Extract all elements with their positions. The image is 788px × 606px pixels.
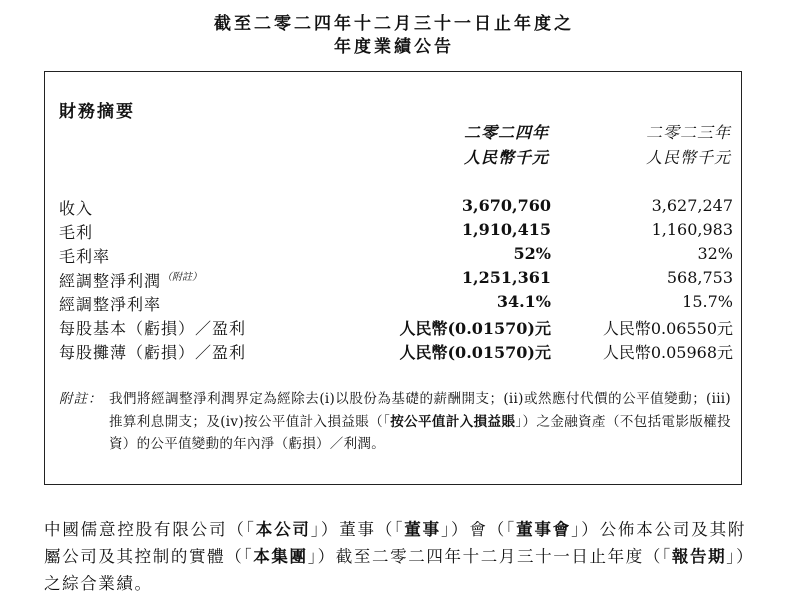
financial-summary-box [44,71,742,485]
value-2024: 3,670,760 [461,196,551,215]
para-text: 」）截至二零二四年十二月三十一日止年度（「 [307,547,672,566]
value-2023: 3,627,247 [651,196,733,215]
value-2024: 1,251,361 [461,268,551,287]
footnote-text-b: 」）之金融資產（不包括電影版權投資）的公平值變動的年內淨（虧損）／利潤。 [109,413,731,452]
defined-term-directors: 董事 [404,520,441,539]
row-label: 收入 [59,199,94,218]
para-text: 」）會（「 [440,520,517,539]
row-label-with-note [59,268,202,291]
footnote-defined-term: 按公平值計入損益賬 [390,413,516,430]
summary-row-gross-profit [45,220,743,244]
summary-row-revenue [45,196,743,220]
intro-paragraph [44,516,746,597]
row-label: 毛利 [59,223,94,242]
row-label: 經調整淨利率 [59,295,162,314]
financial-summary-heading: 財務摘要 [59,102,135,122]
announcement-title-line1: 截至二零二四年十二月三十一日止年度之 [214,14,574,34]
column-header-2023-unit: 人民幣千元 [645,148,731,167]
defined-term-company: 本公司 [255,520,311,539]
summary-row-diluted-eps [45,340,743,364]
value-2024: 1,910,415 [461,220,551,239]
value-2023: 人民幣0.06550元 [602,319,733,338]
value-2023: 568,753 [666,268,733,287]
row-label: 經調整淨利潤 [59,271,162,291]
summary-row-adjusted-net-margin [45,292,743,316]
footnote-body [109,388,731,456]
para-text: 」）之綜合業績。 [44,547,746,593]
defined-term-reporting-period: 報告期 [671,547,727,566]
footnote-text-a: 我們將經調整淨利潤界定為經除去(i)以股份為基礎的薪酬開支；(ii)或然應付代價的公平值變動；(iii)推算利息開支；及(iv)按公平值計入損益賬（「 [109,391,731,430]
para-text: 」）董事（「 [310,520,405,539]
value-2023: 人民幣0.05968元 [602,343,733,362]
column-header-2024-year: 二零二四年 [463,123,549,142]
value-2023: 32% [697,244,733,263]
value-2024: 人民幣(0.01570)元 [399,343,551,362]
para-text: 中國儒意控股有限公司（「 [44,520,256,539]
para-text: 」）公佈本公司及其附屬公司及其控制的實體（「 [44,520,747,566]
row-label: 每股攤薄（虧損）／盈利 [59,343,247,362]
value-2023: 15.7% [682,292,733,311]
defined-term-group: 本集團 [253,547,308,566]
defined-term-board: 董事會 [516,520,572,539]
row-label: 每股基本（虧損）／盈利 [59,319,247,338]
column-header-2023-year: 二零二三年 [645,123,731,142]
footnote-label: 附註： [59,391,103,407]
summary-row-basic-eps [45,316,743,340]
column-header-2024-unit: 人民幣千元 [463,148,549,167]
summary-row-gross-margin [45,244,743,268]
note-reference: （附註） [162,272,203,283]
announcement-title-line2: 年度業績公告 [334,37,454,57]
value-2024: 52% [513,244,551,263]
footnote [59,388,731,456]
summary-row-adjusted-net-profit [45,268,743,292]
row-label: 毛利率 [59,247,111,266]
value-2024: 人民幣(0.01570)元 [399,319,551,338]
value-2024: 34.1% [496,292,551,311]
value-2023: 1,160,983 [651,220,733,239]
